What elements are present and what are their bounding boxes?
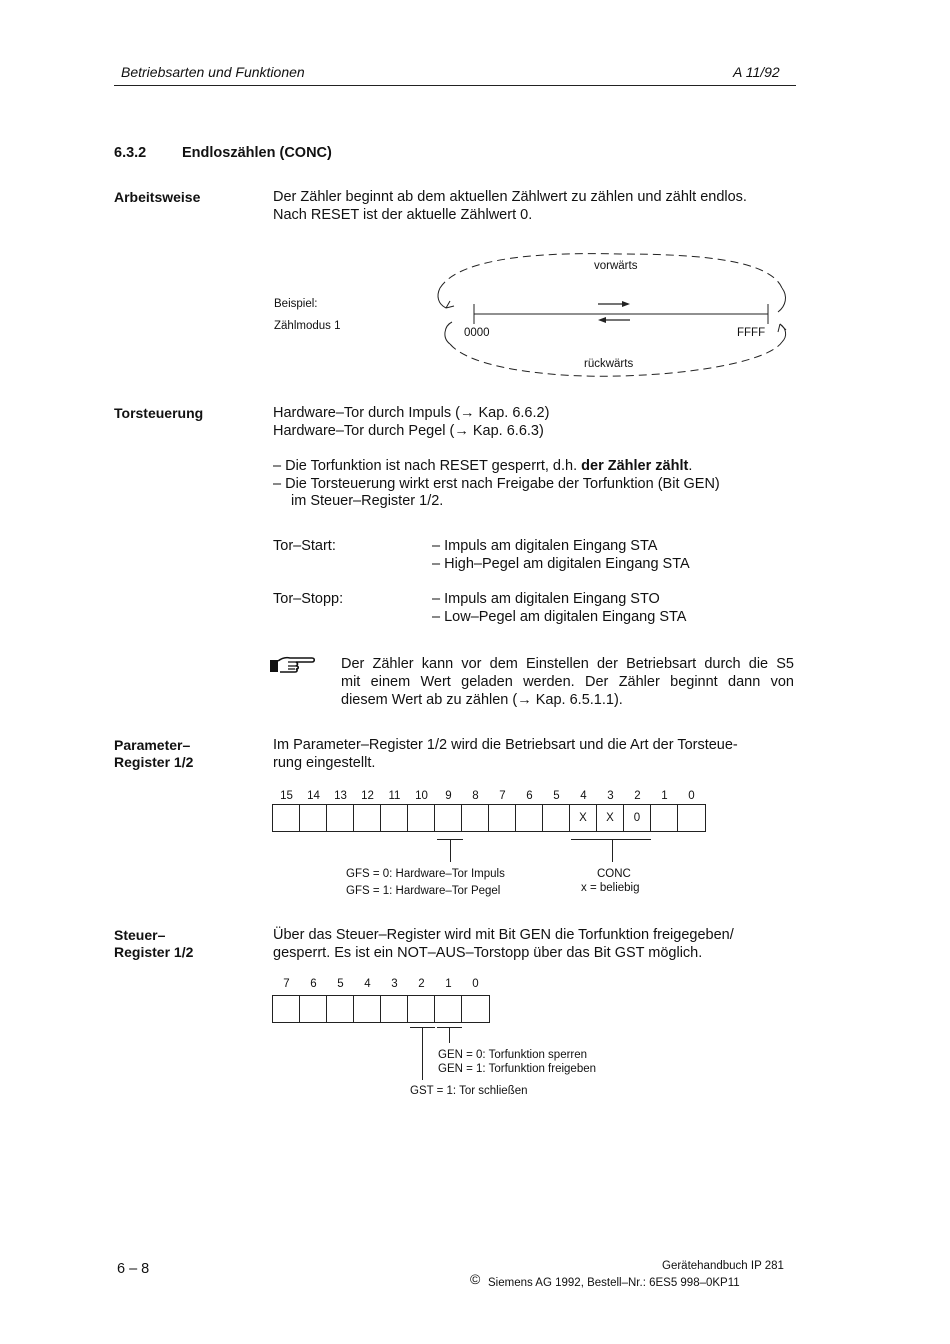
gfs-leader (450, 839, 451, 862)
steuer-bit-numbers (273, 978, 489, 990)
register-cell: 0 (624, 805, 651, 831)
arbeitsweise-label: Arbeitsweise (114, 189, 201, 205)
bit-number: 14 (307, 790, 320, 802)
param-register-table (272, 804, 706, 832)
page-number: 6 – 8 (117, 1261, 150, 1277)
param-line-2: rung eingestellt. (273, 755, 376, 771)
bit-number: 0 (688, 790, 695, 802)
section-title: Endloszählen (CONC) (182, 145, 332, 161)
footer-copyright: Siemens AG 1992, Bestell–Nr.: 6ES5 998–0KP11 (488, 1277, 740, 1289)
torsteuerung-line-2: Hardware–Tor durch Pegel (→ Kap. 6.6.3) (273, 423, 544, 439)
register-cell (300, 805, 327, 831)
register-cell (381, 805, 408, 831)
bit-number: 6 (310, 978, 317, 990)
torsteuerung-line-1: Hardware–Tor durch Impuls (→ Kap. 6.6.2) (273, 405, 550, 421)
steuer-line-2: gesperrt. Es ist ein NOT–AUS–Torstopp über das Bit GST möglich. (273, 945, 703, 961)
gen-leader (449, 1027, 450, 1043)
forward-arrow-head (622, 301, 630, 307)
bit-number: 13 (334, 790, 347, 802)
bit-number: 4 (580, 790, 587, 802)
register-cell (354, 805, 381, 831)
bit-number: 2 (634, 790, 641, 802)
bit-number: 1 (661, 790, 668, 802)
bit-number: 6 (526, 790, 533, 802)
register-cell: X (570, 805, 597, 831)
diagram-forward-label: vorwärts (594, 260, 638, 272)
register-cell (435, 996, 462, 1022)
bit-number: 3 (607, 790, 614, 802)
register-cell (489, 805, 516, 831)
bit-number: 5 (553, 790, 560, 802)
register-cell: X (597, 805, 624, 831)
steuer-register-table (272, 995, 490, 1023)
tor-start-label: Tor–Start: (273, 538, 336, 554)
register-cell (435, 805, 462, 831)
register-cell (273, 996, 300, 1022)
bit-number: 4 (364, 978, 371, 990)
register-cell (381, 996, 408, 1022)
register-cell (543, 805, 570, 831)
right-curl-top (778, 288, 785, 312)
register-cell (678, 805, 705, 831)
bit-number: 12 (361, 790, 374, 802)
register-cell (300, 996, 327, 1022)
bit-number: 10 (415, 790, 428, 802)
bit-number: 2 (418, 978, 425, 990)
left-curl-bottom (445, 322, 452, 344)
gfs-text-2: GFS = 1: Hardware–Tor Pegel (346, 885, 501, 897)
conc-text-2: x = beliebig (581, 882, 640, 894)
steuer-label-1: Steuer– (114, 927, 166, 943)
diagram-mode-label: Zählmodus 1 (274, 320, 341, 332)
tor-start-item-2: – High–Pegel am digitalen Eingang STA (432, 556, 690, 572)
gfs-text-1: GFS = 0: Hardware–Tor Impuls (346, 868, 505, 880)
register-cell (516, 805, 543, 831)
bit-number: 1 (445, 978, 452, 990)
torsteuerung-bullet-2-cont: im Steuer–Register 1/2. (291, 493, 444, 509)
conc-bracket (571, 839, 651, 840)
register-cell (354, 996, 381, 1022)
param-bit-numbers (273, 790, 705, 802)
conc-text-1: CONC (597, 868, 631, 880)
arbeitsweise-line-1: Der Zähler beginnt ab dem aktuellen Zählwert zu zählen und zählt endlos. (273, 189, 747, 205)
torsteuerung-bullet-2: – Die Torsteuerung wirkt erst nach Freigabe der Torfunktion (Bit GEN) (273, 476, 720, 492)
backward-arrow-head (598, 317, 606, 323)
steuer-label-2: Register 1/2 (114, 944, 194, 960)
gst-text: GST = 1: Tor schließen (410, 1085, 528, 1097)
bit-number: 3 (391, 978, 398, 990)
register-cell (273, 805, 300, 831)
bit-number: 9 (445, 790, 452, 802)
param-label-2: Register 1/2 (114, 754, 194, 770)
register-cell (408, 805, 435, 831)
param-label-1: Parameter– (114, 737, 191, 753)
diagram-backward-label: rückwärts (584, 358, 634, 370)
note-line-3: diesem Wert ab zu zählen (→ Kap. 6.5.1.1). (341, 692, 623, 708)
diagram-example-label: Beispiel: (274, 298, 318, 310)
gen-text-1: GEN = 0: Torfunktion sperren (438, 1049, 588, 1061)
register-cell (408, 996, 435, 1022)
gst-leader (422, 1027, 423, 1080)
tor-stop-item-2: – Low–Pegel am digitalen Eingang STA (432, 609, 687, 625)
arbeitsweise-line-2: Nach RESET ist der aktuelle Zählwert 0. (273, 207, 533, 223)
register-cell (651, 805, 678, 831)
running-header-title: Betriebsarten und Funktionen (121, 64, 305, 80)
bit-number: 15 (280, 790, 293, 802)
register-cell (462, 805, 489, 831)
register-cell (327, 805, 354, 831)
bit-number: 7 (283, 978, 290, 990)
pointing-hand-icon (268, 654, 318, 676)
bit-number: 5 (337, 978, 344, 990)
steuer-line-1: Über das Steuer–Register wird mit Bit GEN die Torfunktion freigegeben/ (273, 927, 734, 943)
left-arrow-head (446, 301, 454, 308)
running-header-date: A 11/92 (733, 64, 780, 80)
tor-stop-item-1: – Impuls am digitalen Eingang STO (432, 591, 660, 607)
param-line-1: Im Parameter–Register 1/2 wird die Betriebsart und die Art der Torsteue- (273, 737, 738, 753)
diagram-end-value: FFFF (737, 327, 766, 339)
diagram-start-value: 0000 (464, 327, 490, 339)
gen-text-2: GEN = 1: Torfunktion freigeben (438, 1063, 597, 1075)
tor-stop-label: Tor–Stopp: (273, 591, 344, 607)
conc-leader (612, 839, 613, 862)
note-line-1: Der Zähler kann vor dem Einstellen der Betriebsart durch die S5 (341, 656, 794, 672)
torsteuerung-label: Torsteuerung (114, 405, 204, 421)
section-number: 6.3.2 (114, 145, 147, 161)
register-cell (327, 996, 354, 1022)
note-line-2: mit einem Wert geladen werden. Der Zähler beginnt dann von (341, 674, 794, 690)
bit-number: 11 (388, 790, 401, 802)
left-curl-top (438, 288, 446, 308)
tor-start-item-1: – Impuls am digitalen Eingang STA (432, 538, 658, 554)
bit-number: 7 (499, 790, 506, 802)
register-cell (462, 996, 489, 1022)
copyright-symbol: © (470, 1271, 481, 1287)
bit-number: 0 (472, 978, 479, 990)
footer-manual-title: Gerätehandbuch IP 281 (662, 1260, 784, 1272)
bit-number: 8 (472, 790, 479, 802)
header-rule (114, 85, 796, 86)
torsteuerung-bullet-1: – Die Torfunktion ist nach RESET gesperrt, d.h. der Zähler zählt. (273, 458, 693, 474)
